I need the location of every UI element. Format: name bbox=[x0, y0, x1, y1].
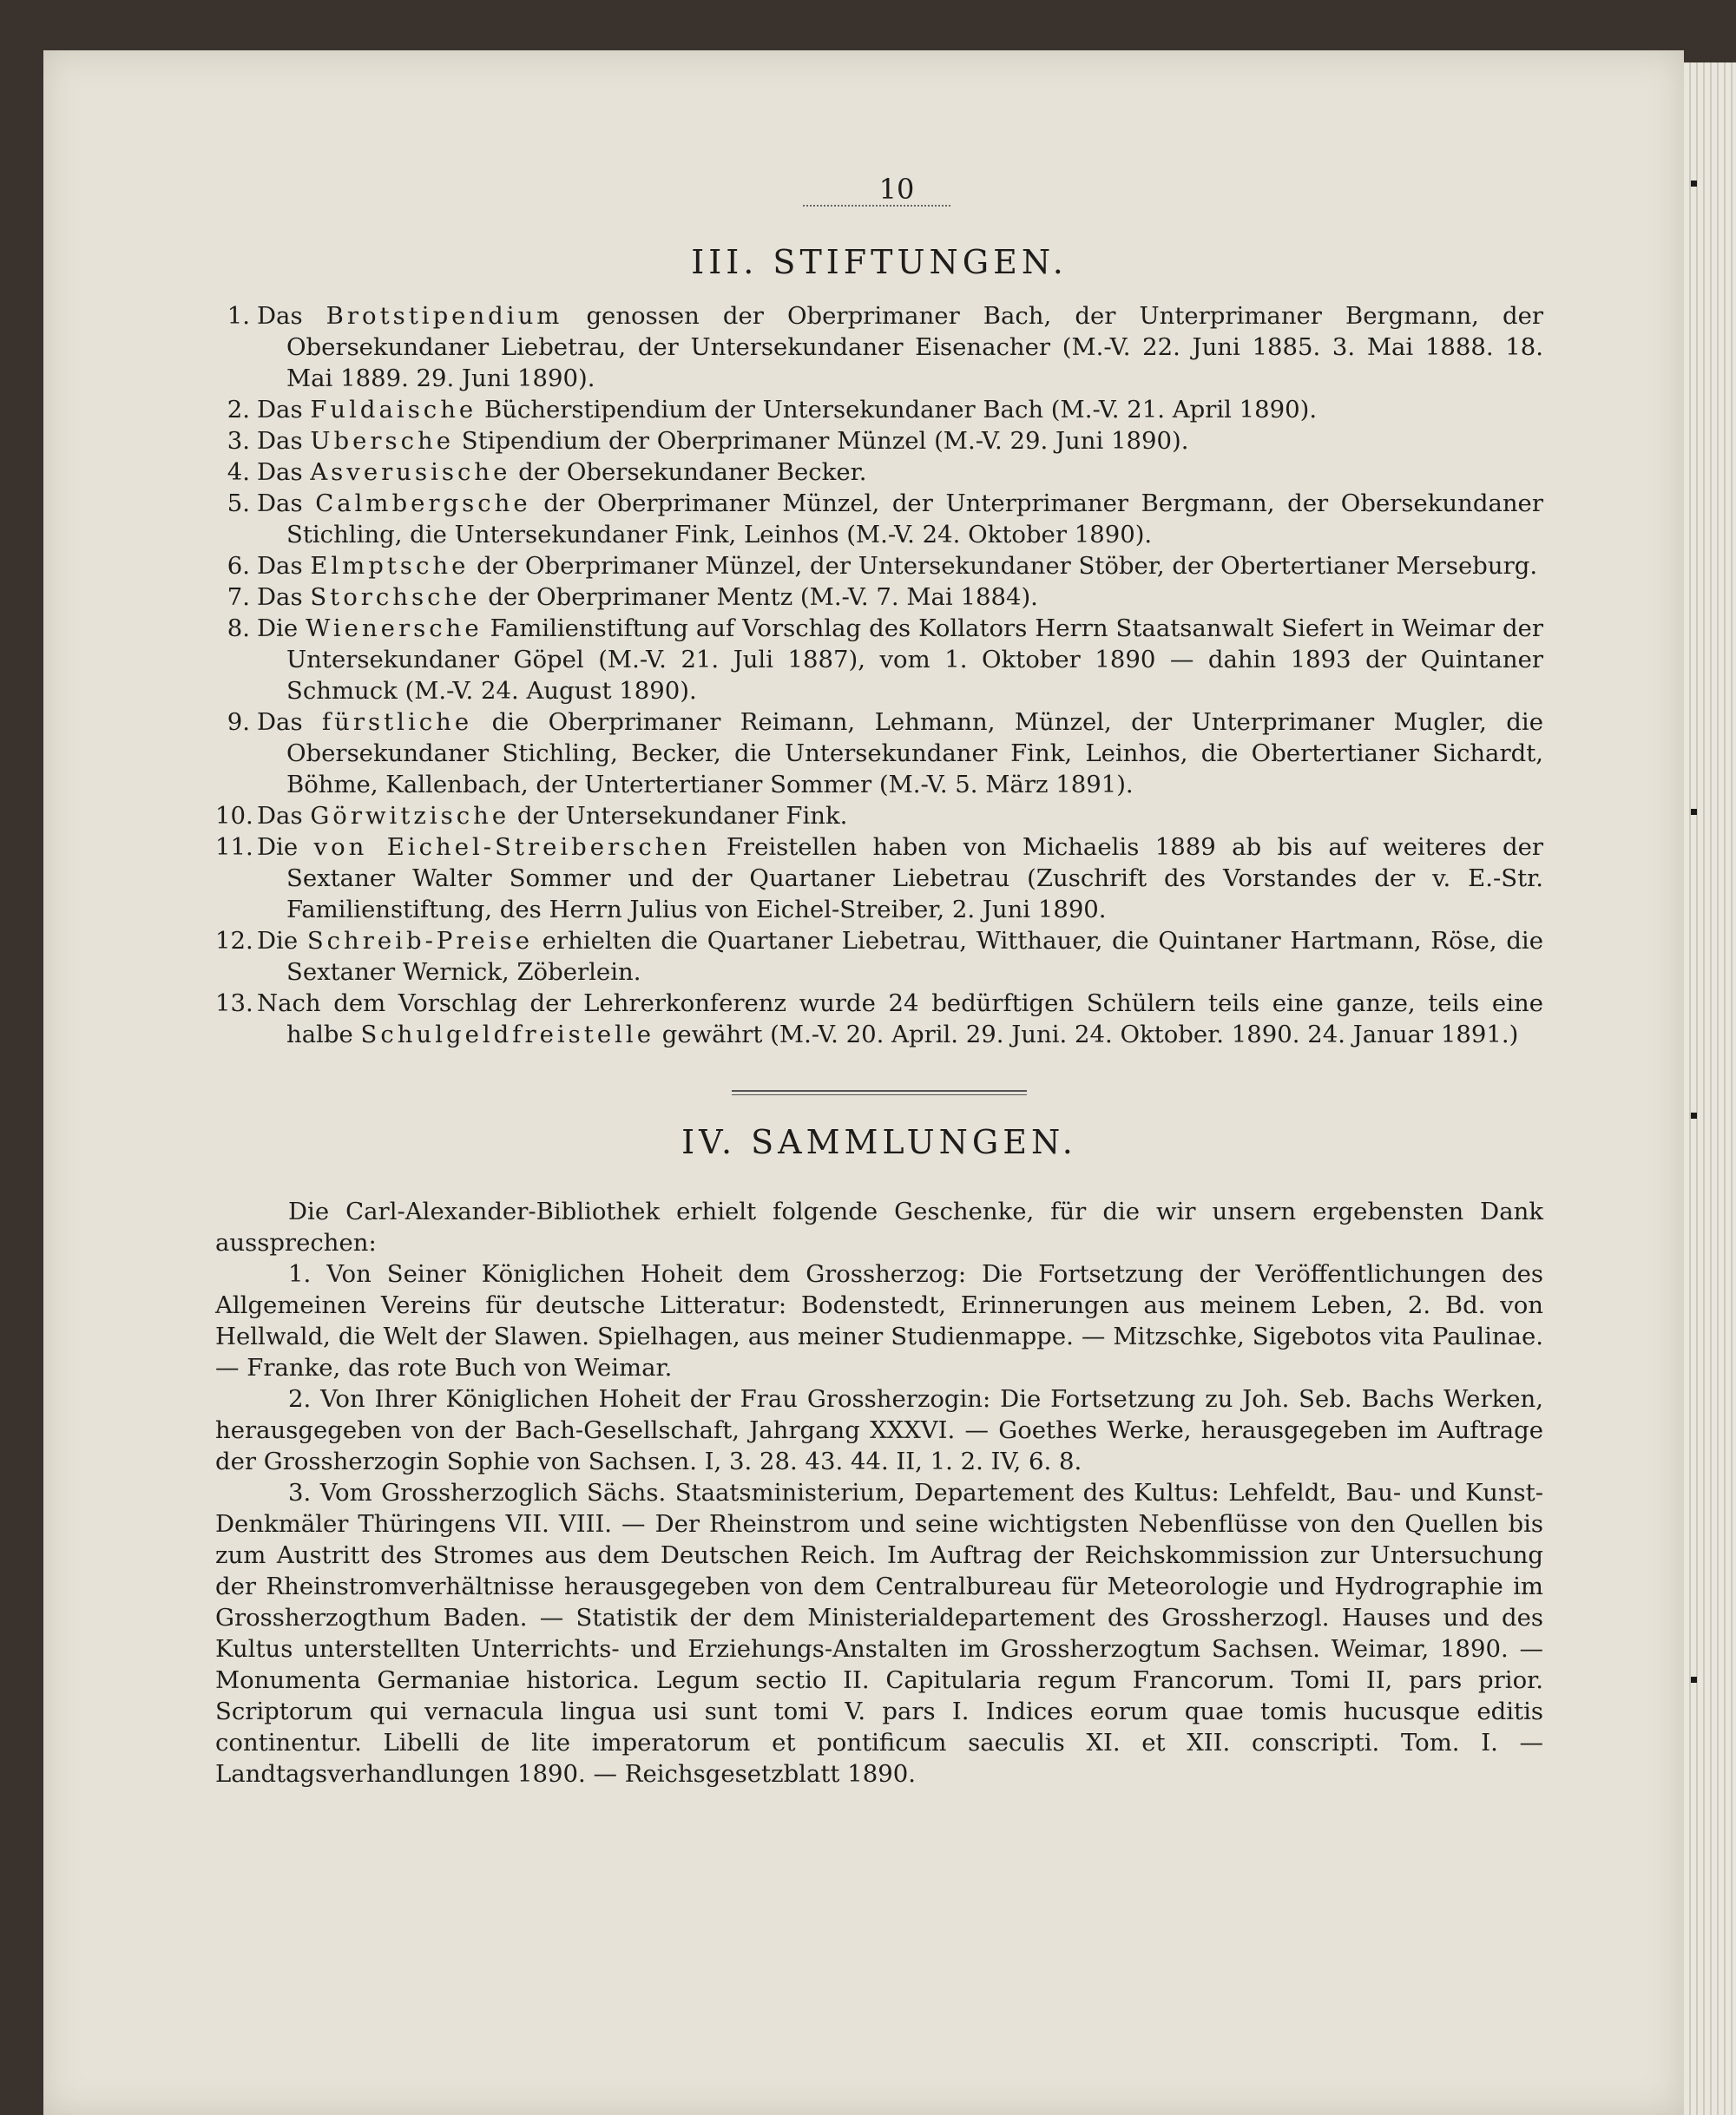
list-item-number: 10. bbox=[215, 802, 253, 830]
edge-mark bbox=[1691, 809, 1697, 815]
list-item bbox=[215, 988, 1543, 1050]
sammlungen-body bbox=[215, 1196, 1543, 1790]
list-item-description: der Oberprimaner Münzel, der Untersekundaner Stöber, der Obertertianer Merseburg. bbox=[477, 552, 1538, 580]
list-item-intro: Die bbox=[257, 833, 299, 861]
list-item bbox=[215, 425, 1543, 456]
list-item-description: der Oberprimaner Münzel, der Unterprimaner Bergmann, der Obersekundaner Stichling, die Untersekundaner Fink, Leinhos (M.-V. 24. Oktober 1890). bbox=[286, 489, 1543, 548]
list-item-intro: Das bbox=[257, 708, 303, 736]
list-item-description: der Untersekundaner Fink. bbox=[516, 802, 848, 830]
list-item bbox=[215, 394, 1543, 425]
list-item-description: gewährt (M.-V. 20. April. 29. Juni. 24. Oktober. 1890. 24. Januar 1891.) bbox=[661, 1021, 1519, 1048]
edge-mark bbox=[1691, 1677, 1697, 1683]
stiftungen-list bbox=[215, 300, 1543, 1050]
list-item-text bbox=[257, 988, 1543, 1050]
list-item bbox=[215, 456, 1543, 488]
list-item-intro: Das bbox=[257, 427, 303, 455]
list-item-description: Freistellen haben von Michaelis 1889 ab bis auf weiteres der Sextaner Walter Sommer und der Quartaner Liebetrau (Zuschrift des Vorstandes der v. E.-Str. Familienstiftung, des Herrn Julius von Eichel-Streiber, 2. Juni 1890. bbox=[286, 833, 1543, 923]
paragraph: 2. Von Ihrer Königlichen Hoheit der Frau Grossherzogin: Die Fortsetzung zu Joh. Seb. Bachs Werken, herausgegeben von der Bach-Gesellschaft, Jahrgang XXXVI. — Goethes Werke, herausgegeben im Auftrage der Grossherzogin Sophie von Sachsen. I, 3. 28. 43. 44. II, 1. 2. IV, 6. 8. bbox=[215, 1385, 1543, 1475]
list-item-intro: Das bbox=[257, 802, 303, 830]
list-item bbox=[215, 925, 1543, 988]
list-item-number: 8. bbox=[227, 614, 250, 642]
list-item-description: erhielten die Quartaner Liebetrau, Witthauer, die Quintaner Hartmann, Röse, die Sextaner Wernick, Zöberlein. bbox=[286, 927, 1544, 986]
list-item-number: 2. bbox=[227, 396, 250, 424]
list-item-number: 11. bbox=[215, 833, 253, 861]
section-divider bbox=[732, 1090, 1027, 1095]
list-item bbox=[215, 550, 1543, 581]
list-item bbox=[215, 800, 1543, 831]
list-item bbox=[215, 300, 1543, 394]
list-item-number: 13. bbox=[215, 989, 253, 1017]
edge-mark bbox=[1691, 181, 1697, 187]
list-item-name: Fuldaische bbox=[310, 396, 477, 424]
section-heading-stiftungen: III. STIFTUNGEN. bbox=[691, 243, 1068, 281]
list-item-text bbox=[257, 394, 1543, 425]
list-item-intro: Die bbox=[257, 614, 299, 642]
list-item-intro: Das bbox=[257, 583, 303, 611]
ornament-line bbox=[803, 205, 950, 213]
paragraph: Die Carl-Alexander-Bibliothek erhielt folgende Geschenke, für die wir unsern ergebensten Dank aussprechen: bbox=[215, 1198, 1543, 1257]
list-item-text bbox=[257, 925, 1543, 988]
list-item-intro: Das bbox=[257, 552, 303, 580]
list-item-number: 9. bbox=[227, 708, 250, 736]
list-item bbox=[215, 831, 1543, 925]
section-heading-sammlungen: IV. SAMMLUNGEN. bbox=[681, 1123, 1077, 1161]
list-item-number: 5. bbox=[227, 489, 250, 517]
list-item-text bbox=[257, 800, 1543, 831]
list-item-name: Wienersche bbox=[306, 614, 483, 642]
list-item-intro: Das bbox=[257, 458, 303, 486]
list-item-description: Bücherstipendium der Untersekundaner Bach (M.-V. 21. April 1890). bbox=[483, 396, 1318, 424]
page-content bbox=[215, 174, 1543, 1790]
list-item-number: 7. bbox=[227, 583, 250, 611]
list-item-number: 3. bbox=[227, 427, 250, 455]
list-item-text bbox=[257, 425, 1543, 456]
list-item-intro: Das bbox=[257, 396, 303, 424]
list-item bbox=[215, 613, 1543, 706]
list-item-text bbox=[257, 613, 1543, 706]
list-item-number: 6. bbox=[227, 552, 250, 580]
list-item bbox=[215, 706, 1543, 800]
page-number: 10 bbox=[878, 173, 915, 206]
list-item-text bbox=[257, 488, 1543, 550]
list-item-text bbox=[257, 706, 1543, 800]
list-item-name: Calmbergsche bbox=[315, 489, 531, 517]
list-item bbox=[215, 581, 1543, 613]
list-item-intro: Nach dem Vorschlag der Lehrerkonferenz wurde 24 bedürftigen Schülern teils eine ganze, teils eine halbe bbox=[257, 989, 1543, 1048]
list-item-description: Familienstiftung auf Vorschlag des Kollators Herrn Staatsanwalt Siefert in Weimar der Untersekundaner Göpel (M.-V. 21. Juli 1887), vom 1. Oktober 1890 — dahin 1893 der Quintaner Schmuck (M.-V. 24. August 1890). bbox=[286, 614, 1543, 705]
list-item-number: 1. bbox=[227, 302, 250, 330]
list-item-text bbox=[257, 300, 1543, 394]
list-item-name: Storchsche bbox=[310, 583, 481, 611]
list-item-name: Asverusische bbox=[310, 458, 511, 486]
list-item-description: der Oberprimaner Mentz (M.-V. 7. Mai 1884). bbox=[488, 583, 1038, 611]
list-item-name: Görwitzische bbox=[310, 802, 510, 830]
list-item-intro: Die bbox=[257, 927, 299, 955]
list-item bbox=[215, 488, 1543, 550]
list-item-text bbox=[257, 550, 1543, 581]
list-item-text bbox=[257, 581, 1543, 613]
list-item-name: Schreib-Preise bbox=[306, 927, 533, 955]
list-item-name: Elmptsche bbox=[310, 552, 470, 580]
list-item-description: die Oberprimaner Reimann, Lehmann, Münzel, der Unterprimaner Mugler, die Obersekundaner Stichling, Becker, die Untersekundaner Fink, Leinhos, die Obertertianer Sichardt, Böhme, Kallenbach, der Untertertianer Sommer (M.-V. 5. März 1891). bbox=[286, 708, 1543, 798]
list-item-name: von Eichel-Streiberschen bbox=[313, 833, 711, 861]
list-item-intro: Das bbox=[257, 489, 303, 517]
list-item-name: fürstliche bbox=[321, 708, 473, 736]
list-item-intro: Das bbox=[257, 302, 303, 330]
list-item-text bbox=[257, 456, 1543, 488]
paragraph: 1. Von Seiner Königlichen Hoheit dem Grossherzog: Die Fortsetzung der Veröffentlichungen des Allgemeinen Vereins für deutsche Litteratur: Bodenstedt, Erinnerungen aus meinem Leben, 2. Bd. von Hellwald, die Welt der Slawen. Spielhagen, aus meiner Studienmappe. — Mitzschke, Sigebotos vita Paulinae. — Franke, das rote Buch von Weimar. bbox=[215, 1260, 1543, 1382]
list-item-name: Brotstipendium bbox=[326, 302, 563, 330]
list-item-description: genossen der Oberprimaner Bach, der Unterprimaner Bergmann, der Obersekundaner Liebetrau, der Untersekundaner Eisenacher (M.-V. 22. Juni 1885. 3. Mai 1888. 18. Mai 1889. 29. Juni 1890). bbox=[286, 302, 1544, 392]
list-item-number: 12. bbox=[215, 927, 253, 955]
paragraph: 3. Vom Grossherzoglich Sächs. Staatsministerium, Departement des Kultus: Lehfeldt, Bau- und Kunst-Denkmäler Thüringens VII. VIII. — Der Rheinstrom und seine wichtigsten Nebenflüsse von den Quellen bis zum Austritt des Stromes aus dem Deutschen Reich. Im Auftrag der Reichskommission zur Untersuchung der Rheinstromverhältnisse herausgegeben von dem Centralbureau für Meteorologie und Hydrographie im Grossherzogthum Baden. — Statistik der dem Ministerialdepartement des Grossherzogl. Hauses und des Kultus unterstellten Unterrichts- und Erziehungs-Anstalten im Grossherzogtum Sachsen. Weimar, 1890. — Monumenta Germaniae historica. Legum sectio II. Capitularia regum Francorum. Tomi II, pars prior. Scriptorum qui vernacula lingua usi sunt tomi V. pars I. Indices eorum quae tomis hucusque editis continentur. Libelli de lite imperatorum et pontificum saeculis XI. et XII. conscripti. Tom. I. — Landtagsverhandlungen 1890. — Reichsgesetzblatt 1890. bbox=[215, 1479, 1543, 1788]
page-edge bbox=[1684, 62, 1736, 2115]
list-item-text bbox=[257, 831, 1543, 925]
list-item-name: Ubersche bbox=[310, 427, 455, 455]
edge-mark bbox=[1691, 1113, 1697, 1119]
list-item-description: Stipendium der Oberprimaner Münzel (M.-V. 29. Juni 1890). bbox=[461, 427, 1189, 455]
list-item-number: 4. bbox=[227, 458, 250, 486]
list-item-name: Schulgeldfreistelle bbox=[360, 1021, 654, 1048]
list-item-description: der Obersekundaner Becker. bbox=[518, 458, 867, 486]
